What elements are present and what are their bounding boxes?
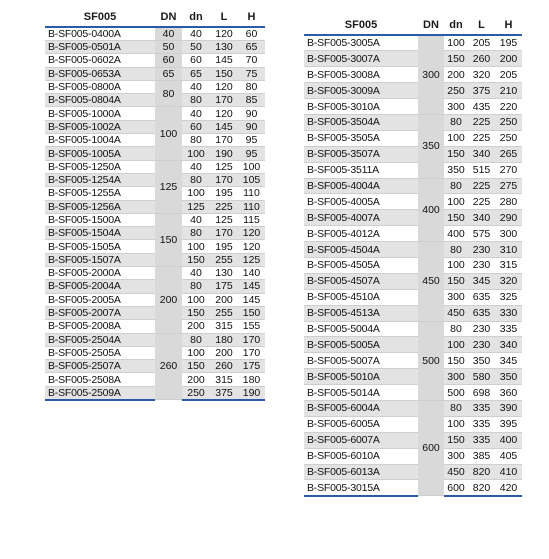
table-row (304, 67, 522, 83)
cell-dn-minor: 50 (182, 41, 210, 54)
cell-dn-minor: 350 (444, 162, 468, 178)
cell-length: 345 (468, 273, 495, 289)
cell-length: 230 (468, 242, 495, 258)
cell-dn-minor: 100 (444, 257, 468, 273)
table-row (304, 400, 522, 416)
table-row (45, 80, 265, 93)
table-row (45, 67, 265, 80)
cell-code: B-SF005-1500A (45, 213, 155, 226)
table-row (304, 242, 522, 258)
cell-length: 125 (210, 213, 238, 226)
cell-length: 515 (468, 162, 495, 178)
cell-dn-minor: 40 (182, 80, 210, 93)
cell-dn-minor: 200 (444, 67, 468, 83)
cell-code: B-SF005-2005A (45, 293, 155, 306)
cell-code: B-SF005-1254A (45, 173, 155, 186)
cell-code: B-SF005-2008A (45, 320, 155, 333)
cell-code: B-SF005-3009A (304, 83, 418, 99)
cell-dn-minor: 80 (444, 242, 468, 258)
cell-dn-minor: 40 (182, 160, 210, 173)
cell-code: B-SF005-1504A (45, 227, 155, 240)
header-code: SF005 (45, 8, 155, 27)
table-row (45, 107, 265, 120)
cell-height: 210 (495, 83, 522, 99)
table-row (45, 54, 265, 67)
cell-dn-minor: 65 (182, 67, 210, 80)
cell-length: 335 (468, 416, 495, 432)
cell-height: 220 (495, 99, 522, 115)
header-dn-minor: dn (182, 8, 210, 27)
cell-dn-group: 100 (155, 107, 182, 160)
cell-code: B-SF005-3008A (304, 67, 418, 83)
cell-dn-minor: 500 (444, 385, 468, 401)
cell-code: B-SF005-1505A (45, 240, 155, 253)
cell-length: 340 (468, 210, 495, 226)
cell-length: 820 (468, 480, 495, 496)
cell-code: B-SF005-1005A (45, 147, 155, 160)
cell-dn-minor: 400 (444, 226, 468, 242)
cell-length: 260 (210, 360, 238, 373)
cell-height: 345 (495, 353, 522, 369)
cell-code: B-SF005-4505A (304, 257, 418, 273)
cell-height: 80 (238, 80, 265, 93)
cell-dn-minor: 250 (182, 386, 210, 400)
header-length: L (468, 16, 495, 35)
cell-dn-minor: 450 (444, 464, 468, 480)
cell-height: 115 (238, 213, 265, 226)
cell-height: 275 (495, 178, 522, 194)
table-row (304, 99, 522, 115)
cell-length: 230 (468, 257, 495, 273)
table-row (304, 305, 522, 321)
cell-length: 635 (468, 305, 495, 321)
cell-length: 230 (468, 321, 495, 337)
cell-length: 120 (210, 107, 238, 120)
cell-length: 375 (210, 386, 238, 400)
cell-dn-minor: 250 (444, 83, 468, 99)
cell-length: 130 (210, 267, 238, 280)
cell-length: 260 (468, 51, 495, 67)
cell-code: B-SF005-6007A (304, 432, 418, 448)
cell-dn-minor: 100 (444, 416, 468, 432)
cell-height: 180 (238, 373, 265, 386)
cell-code: B-SF005-2504A (45, 333, 155, 346)
cell-code: B-SF005-5010A (304, 369, 418, 385)
cell-height: 315 (495, 257, 522, 273)
table-row (304, 337, 522, 353)
header-code: SF005 (304, 16, 418, 35)
cell-length: 120 (210, 80, 238, 93)
cell-dn-minor: 100 (182, 187, 210, 200)
cell-dn-minor: 40 (182, 107, 210, 120)
table-row (304, 226, 522, 242)
cell-length: 170 (210, 173, 238, 186)
table-row (304, 289, 522, 305)
cell-code: B-SF005-0653A (45, 67, 155, 80)
cell-height: 110 (238, 200, 265, 213)
cell-code: B-SF005-2000A (45, 267, 155, 280)
cell-length: 575 (468, 226, 495, 242)
cell-dn-minor: 80 (182, 333, 210, 346)
cell-code: B-SF005-3504A (304, 114, 418, 130)
cell-code: B-SF005-6013A (304, 464, 418, 480)
cell-code: B-SF005-4513A (304, 305, 418, 321)
cell-height: 350 (495, 369, 522, 385)
cell-dn-minor: 100 (182, 293, 210, 306)
table-row (45, 27, 265, 41)
cell-dn-minor: 100 (444, 35, 468, 51)
cell-height: 340 (495, 337, 522, 353)
table-row (304, 448, 522, 464)
cell-code: B-SF005-4510A (304, 289, 418, 305)
cell-height: 125 (238, 253, 265, 266)
cell-dn-minor: 80 (182, 173, 210, 186)
cell-dn-group: 350 (418, 114, 444, 178)
cell-height: 395 (495, 416, 522, 432)
cell-height: 250 (495, 130, 522, 146)
cell-height: 95 (238, 147, 265, 160)
cell-length: 125 (210, 160, 238, 173)
cell-dn-minor: 150 (182, 360, 210, 373)
cell-dn-minor: 450 (444, 305, 468, 321)
cell-height: 325 (495, 289, 522, 305)
cell-height: 335 (495, 321, 522, 337)
cell-length: 698 (468, 385, 495, 401)
cell-height: 145 (238, 293, 265, 306)
cell-dn-minor: 60 (182, 120, 210, 133)
table-row (45, 41, 265, 54)
cell-length: 150 (210, 67, 238, 80)
cell-dn-minor: 300 (444, 448, 468, 464)
cell-height: 90 (238, 120, 265, 133)
cell-height: 75 (238, 67, 265, 80)
header-dn-minor: dn (444, 16, 468, 35)
cell-code: B-SF005-2508A (45, 373, 155, 386)
table-row (304, 416, 522, 432)
cell-code: B-SF005-3505A (304, 130, 418, 146)
cell-dn-minor: 150 (444, 432, 468, 448)
cell-code: B-SF005-0602A (45, 54, 155, 67)
cell-dn-minor: 100 (182, 346, 210, 359)
cell-dn-minor: 150 (444, 353, 468, 369)
cell-height: 100 (238, 160, 265, 173)
right-table-header (304, 16, 522, 35)
cell-height: 270 (495, 162, 522, 178)
cell-code: B-SF005-6004A (304, 400, 418, 416)
cell-dn-group: 80 (155, 80, 182, 107)
cell-dn-minor: 600 (444, 480, 468, 496)
cell-height: 155 (238, 320, 265, 333)
table-row (304, 210, 522, 226)
cell-length: 200 (210, 293, 238, 306)
cell-length: 350 (468, 353, 495, 369)
cell-code: B-SF005-2007A (45, 306, 155, 319)
table-row (304, 35, 522, 51)
cell-dn-group: 400 (418, 178, 444, 242)
cell-dn-minor: 80 (444, 178, 468, 194)
cell-code: B-SF005-4504A (304, 242, 418, 258)
cell-length: 225 (468, 178, 495, 194)
cell-length: 335 (468, 432, 495, 448)
cell-dn-group: 200 (155, 267, 182, 333)
cell-height: 110 (238, 187, 265, 200)
cell-dn-minor: 100 (444, 337, 468, 353)
cell-code: B-SF005-3007A (304, 51, 418, 67)
right-table-body (304, 35, 522, 496)
cell-height: 140 (238, 267, 265, 280)
cell-height: 95 (238, 134, 265, 147)
cell-length: 170 (210, 94, 238, 107)
cell-dn-minor: 80 (444, 114, 468, 130)
header-dn-major: DN (418, 16, 444, 35)
cell-height: 90 (238, 107, 265, 120)
cell-height: 390 (495, 400, 522, 416)
cell-dn-minor: 300 (444, 99, 468, 115)
table-row (45, 267, 265, 280)
cell-dn-minor: 80 (182, 280, 210, 293)
table-row (304, 162, 522, 178)
cell-height: 120 (238, 240, 265, 253)
cell-height: 300 (495, 226, 522, 242)
cell-dn-group: 65 (155, 67, 182, 80)
table-row (45, 213, 265, 226)
cell-code: B-SF005-1002A (45, 120, 155, 133)
cell-code: B-SF005-2505A (45, 346, 155, 359)
cell-dn-group: 300 (418, 35, 444, 114)
cell-dn-minor: 200 (182, 320, 210, 333)
cell-length: 225 (468, 114, 495, 130)
cell-length: 385 (468, 448, 495, 464)
cell-length: 225 (210, 200, 238, 213)
cell-dn-minor: 100 (182, 147, 210, 160)
cell-height: 200 (495, 51, 522, 67)
cell-length: 145 (210, 120, 238, 133)
cell-length: 120 (210, 27, 238, 41)
cell-length: 635 (468, 289, 495, 305)
cell-length: 435 (468, 99, 495, 115)
cell-length: 170 (210, 227, 238, 240)
cell-code: B-SF005-5014A (304, 385, 418, 401)
cell-dn-minor: 300 (444, 369, 468, 385)
cell-code: B-SF005-4012A (304, 226, 418, 242)
cell-dn-group: 150 (155, 213, 182, 266)
cell-code: B-SF005-4007A (304, 210, 418, 226)
cell-dn-minor: 40 (182, 267, 210, 280)
right-dimension-table (304, 16, 522, 497)
cell-height: 70 (238, 54, 265, 67)
table-row (304, 432, 522, 448)
cell-length: 225 (468, 130, 495, 146)
table-row (304, 273, 522, 289)
cell-height: 120 (238, 227, 265, 240)
cell-length: 320 (468, 67, 495, 83)
cell-dn-group: 260 (155, 333, 182, 400)
cell-length: 170 (210, 134, 238, 147)
cell-code: B-SF005-4005A (304, 194, 418, 210)
cell-length: 230 (468, 337, 495, 353)
table-row (304, 480, 522, 496)
cell-dn-minor: 150 (444, 273, 468, 289)
table-row (304, 353, 522, 369)
cell-dn-group: 50 (155, 41, 182, 54)
header-dn-major: DN (155, 8, 182, 27)
cell-dn-minor: 40 (182, 213, 210, 226)
left-table-header (45, 8, 265, 27)
cell-dn-group: 450 (418, 242, 444, 321)
cell-dn-group: 40 (155, 27, 182, 41)
cell-height: 170 (238, 333, 265, 346)
left-dimension-table (45, 8, 265, 401)
table-row (45, 160, 265, 173)
header-length: L (210, 8, 238, 27)
cell-dn-group: 500 (418, 321, 444, 400)
cell-dn-group: 125 (155, 160, 182, 213)
cell-code: B-SF005-3010A (304, 99, 418, 115)
cell-dn-minor: 125 (182, 200, 210, 213)
cell-code: B-SF005-0800A (45, 80, 155, 93)
table-row (304, 114, 522, 130)
cell-code: B-SF005-2509A (45, 386, 155, 400)
cell-code: B-SF005-3005A (304, 35, 418, 51)
cell-length: 200 (210, 346, 238, 359)
cell-code: B-SF005-1000A (45, 107, 155, 120)
cell-dn-minor: 150 (182, 306, 210, 319)
cell-dn-minor: 80 (182, 134, 210, 147)
cell-dn-group: 600 (418, 400, 444, 495)
cell-dn-minor: 150 (444, 51, 468, 67)
cell-dn-minor: 150 (444, 210, 468, 226)
left-table-body (45, 27, 265, 400)
cell-height: 175 (238, 360, 265, 373)
table-row (304, 385, 522, 401)
cell-length: 315 (210, 373, 238, 386)
cell-height: 400 (495, 432, 522, 448)
cell-height: 280 (495, 194, 522, 210)
cell-length: 335 (468, 400, 495, 416)
cell-length: 340 (468, 146, 495, 162)
cell-dn-minor: 80 (444, 400, 468, 416)
cell-height: 290 (495, 210, 522, 226)
cell-code: B-SF005-1256A (45, 200, 155, 213)
table-row (304, 369, 522, 385)
cell-length: 175 (210, 280, 238, 293)
cell-height: 405 (495, 448, 522, 464)
cell-length: 255 (210, 306, 238, 319)
cell-dn-minor: 80 (182, 227, 210, 240)
cell-height: 420 (495, 480, 522, 496)
cell-code: B-SF005-3015A (304, 480, 418, 496)
table-row (45, 333, 265, 346)
cell-height: 410 (495, 464, 522, 480)
cell-length: 255 (210, 253, 238, 266)
cell-height: 170 (238, 346, 265, 359)
cell-length: 195 (210, 187, 238, 200)
cell-dn-minor: 80 (444, 321, 468, 337)
table-row (304, 83, 522, 99)
cell-length: 190 (210, 147, 238, 160)
table-row (304, 146, 522, 162)
cell-code: B-SF005-6010A (304, 448, 418, 464)
header-height: H (495, 16, 522, 35)
cell-height: 330 (495, 305, 522, 321)
cell-code: B-SF005-1507A (45, 253, 155, 266)
cell-code: B-SF005-0400A (45, 27, 155, 41)
cell-dn-minor: 60 (182, 54, 210, 67)
cell-dn-group: 60 (155, 54, 182, 67)
cell-code: B-SF005-2004A (45, 280, 155, 293)
cell-code: B-SF005-4004A (304, 178, 418, 194)
cell-height: 60 (238, 27, 265, 41)
cell-height: 250 (495, 114, 522, 130)
cell-height: 360 (495, 385, 522, 401)
cell-length: 820 (468, 464, 495, 480)
cell-code: B-SF005-0501A (45, 41, 155, 54)
cell-length: 315 (210, 320, 238, 333)
cell-height: 310 (495, 242, 522, 258)
cell-dn-minor: 100 (182, 240, 210, 253)
cell-length: 180 (210, 333, 238, 346)
cell-code: B-SF005-4507A (304, 273, 418, 289)
cell-length: 580 (468, 369, 495, 385)
cell-length: 130 (210, 41, 238, 54)
cell-length: 145 (210, 54, 238, 67)
cell-code: B-SF005-2507A (45, 360, 155, 373)
table-row (304, 194, 522, 210)
cell-height: 145 (238, 280, 265, 293)
cell-height: 205 (495, 67, 522, 83)
table-row (304, 321, 522, 337)
cell-code: B-SF005-5004A (304, 321, 418, 337)
cell-height: 105 (238, 173, 265, 186)
cell-code: B-SF005-1250A (45, 160, 155, 173)
cell-dn-minor: 150 (182, 253, 210, 266)
table-row (304, 178, 522, 194)
cell-code: B-SF005-3511A (304, 162, 418, 178)
cell-dn-minor: 300 (444, 289, 468, 305)
cell-dn-minor: 200 (182, 373, 210, 386)
cell-height: 190 (238, 386, 265, 400)
cell-length: 205 (468, 35, 495, 51)
cell-height: 265 (495, 146, 522, 162)
cell-dn-minor: 100 (444, 130, 468, 146)
cell-dn-minor: 80 (182, 94, 210, 107)
table-row (304, 464, 522, 480)
table-row (304, 51, 522, 67)
cell-height: 65 (238, 41, 265, 54)
cell-height: 195 (495, 35, 522, 51)
cell-code: B-SF005-5007A (304, 353, 418, 369)
cell-code: B-SF005-3507A (304, 146, 418, 162)
cell-length: 225 (468, 194, 495, 210)
cell-height: 150 (238, 306, 265, 319)
cell-height: 320 (495, 273, 522, 289)
cell-code: B-SF005-1255A (45, 187, 155, 200)
cell-code: B-SF005-1004A (45, 134, 155, 147)
cell-dn-minor: 150 (444, 146, 468, 162)
header-height: H (238, 8, 265, 27)
cell-height: 85 (238, 94, 265, 107)
table-row (304, 130, 522, 146)
cell-code: B-SF005-6005A (304, 416, 418, 432)
cell-length: 375 (468, 83, 495, 99)
cell-length: 195 (210, 240, 238, 253)
cell-dn-minor: 100 (444, 194, 468, 210)
cell-dn-minor: 40 (182, 27, 210, 41)
cell-code: B-SF005-5005A (304, 337, 418, 353)
cell-code: B-SF005-0804A (45, 94, 155, 107)
table-row (304, 257, 522, 273)
